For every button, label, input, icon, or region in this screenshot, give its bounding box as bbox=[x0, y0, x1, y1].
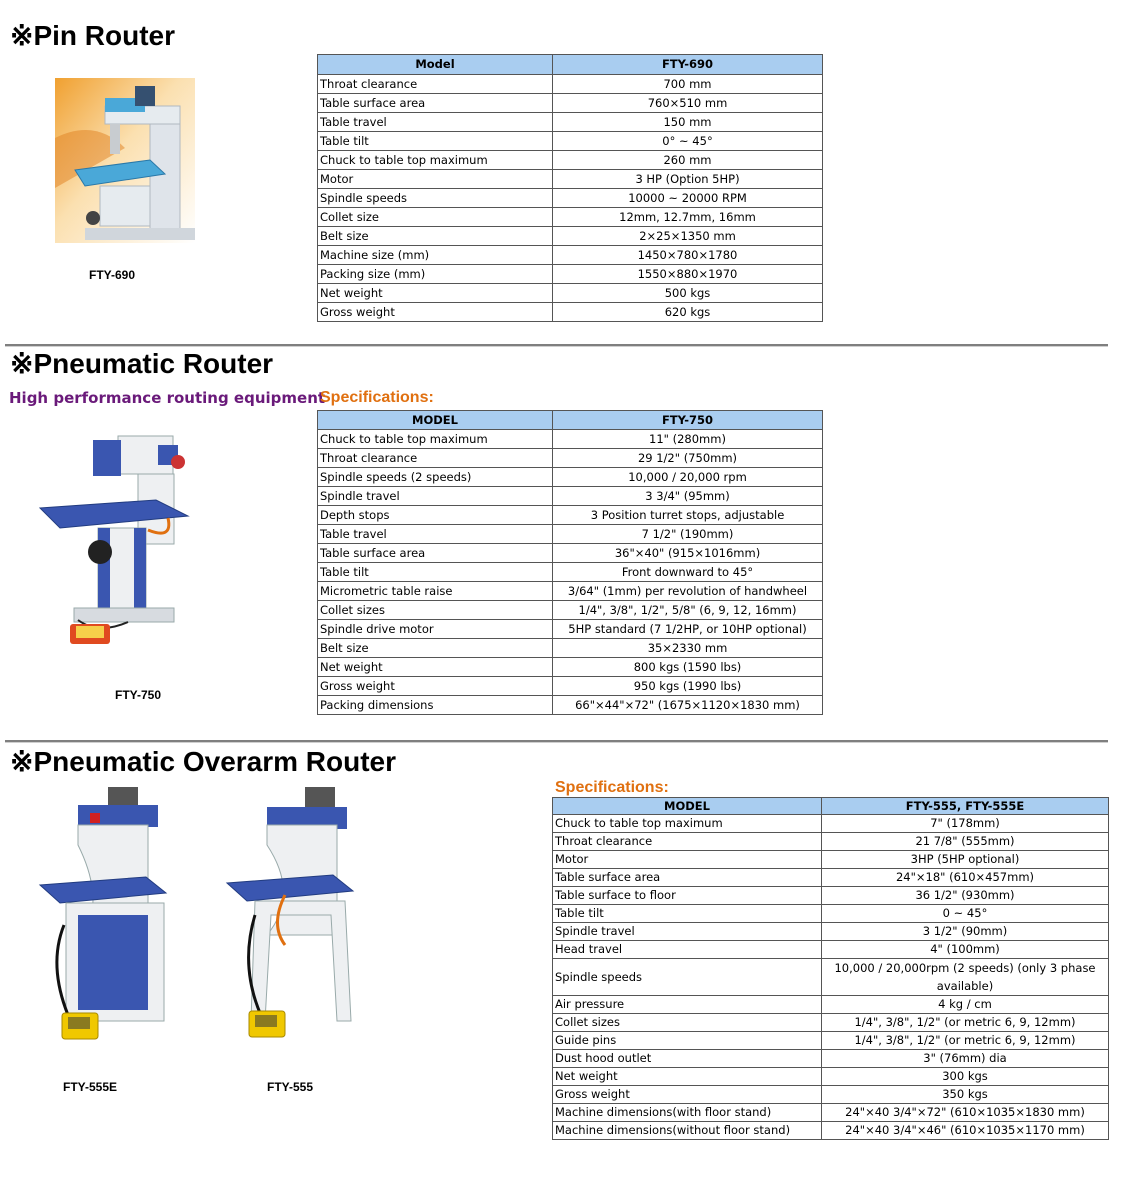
table-row bbox=[553, 941, 1109, 959]
spec-value-cell: 3 3/4" (95mm) bbox=[553, 487, 823, 506]
spec-label-cell: Net weight bbox=[318, 284, 553, 303]
spec-label-cell: Machine dimensions(without floor stand) bbox=[553, 1122, 822, 1140]
spec-value-cell: 0 ~ 45° bbox=[822, 905, 1109, 923]
spec-table-pneumatic-router bbox=[317, 410, 823, 715]
header-model: MODEL bbox=[553, 798, 822, 815]
spec-label-cell: Table tilt bbox=[553, 905, 822, 923]
spec-label-cell: Table surface area bbox=[318, 94, 553, 113]
header-model: Model bbox=[318, 55, 553, 75]
table-row bbox=[553, 887, 1109, 905]
spec-value-cell: 3" (76mm) dia bbox=[822, 1050, 1109, 1068]
spec-value-cell: 150 mm bbox=[553, 113, 823, 132]
spec-value-cell: 24"×40 3/4"×46" (610×1035×1170 mm) bbox=[822, 1122, 1109, 1140]
table-header-row bbox=[553, 798, 1109, 815]
spec-value-cell: 10,000 / 20,000rpm (2 speeds) (only 3 phase available) bbox=[822, 959, 1109, 996]
spec-value-cell: 24"×18" (610×457mm) bbox=[822, 869, 1109, 887]
overarm-router-fty-555e-photo bbox=[38, 785, 168, 1050]
spec-label-cell: Spindle travel bbox=[553, 923, 822, 941]
spec-value-cell: 760×510 mm bbox=[553, 94, 823, 113]
table-row bbox=[318, 430, 823, 449]
caption-fty-555e: FTY-555E bbox=[62, 1080, 118, 1094]
spec-label-cell: Gross weight bbox=[318, 303, 553, 322]
spec-value-cell: 3HP (5HP optional) bbox=[822, 851, 1109, 869]
spec-label-cell: Throat clearance bbox=[553, 833, 822, 851]
table-row bbox=[318, 487, 823, 506]
header-fty-750: FTY-750 bbox=[553, 411, 823, 430]
spec-value-cell: 3 Position turret stops, adjustable bbox=[553, 506, 823, 525]
table-row bbox=[553, 1068, 1109, 1086]
spec-value-cell: 35×2330 mm bbox=[553, 639, 823, 658]
spec-value-cell: 500 kgs bbox=[553, 284, 823, 303]
table-row bbox=[553, 815, 1109, 833]
spec-label-cell: Gross weight bbox=[553, 1086, 822, 1104]
spec-value-cell: 7" (178mm) bbox=[822, 815, 1109, 833]
table-row bbox=[318, 170, 823, 189]
spec-label-cell: Throat clearance bbox=[318, 75, 553, 94]
table-row bbox=[318, 582, 823, 601]
spec-label-cell: Net weight bbox=[318, 658, 553, 677]
table-row bbox=[318, 227, 823, 246]
spec-label-cell: Net weight bbox=[553, 1068, 822, 1086]
spec-value-cell: 1/4", 3/8", 1/2", 5/8" (6, 9, 12, 16mm) bbox=[553, 601, 823, 620]
spec-value-cell: 700 mm bbox=[553, 75, 823, 94]
spec-label-cell: Spindle drive motor bbox=[318, 620, 553, 639]
table-row bbox=[318, 151, 823, 170]
table-row bbox=[553, 1014, 1109, 1032]
table-row bbox=[318, 449, 823, 468]
table-row bbox=[318, 696, 823, 715]
spec-label-cell: Spindle speeds bbox=[553, 959, 822, 996]
spec-value-cell: 950 kgs (1990 lbs) bbox=[553, 677, 823, 696]
table-row bbox=[318, 601, 823, 620]
spec-label-cell: Guide pins bbox=[553, 1032, 822, 1050]
spec-label-cell: Motor bbox=[553, 851, 822, 869]
table-row bbox=[553, 959, 1109, 996]
table-row bbox=[553, 1104, 1109, 1122]
spec-value-cell: Front downward to 45° bbox=[553, 563, 823, 582]
table-row bbox=[318, 284, 823, 303]
spec-value-cell: 36 1/2" (930mm) bbox=[822, 887, 1109, 905]
table-row bbox=[318, 563, 823, 582]
spec-table-pin-router bbox=[317, 54, 823, 322]
table-row bbox=[318, 132, 823, 151]
spec-label-cell: Spindle speeds (2 speeds) bbox=[318, 468, 553, 487]
table-row bbox=[318, 658, 823, 677]
specifications-label: Specifications: bbox=[320, 389, 434, 406]
spec-label-cell: Table travel bbox=[318, 113, 553, 132]
table-row bbox=[318, 620, 823, 639]
spec-value-cell: 800 kgs (1590 lbs) bbox=[553, 658, 823, 677]
spec-label-cell: Spindle speeds bbox=[318, 189, 553, 208]
table-row bbox=[318, 468, 823, 487]
spec-label-cell: Table travel bbox=[318, 525, 553, 544]
table-row bbox=[553, 905, 1109, 923]
spec-label-cell: Table surface area bbox=[318, 544, 553, 563]
spec-label-cell: Micrometric table raise bbox=[318, 582, 553, 601]
table-row bbox=[553, 923, 1109, 941]
spec-value-cell: 300 kgs bbox=[822, 1068, 1109, 1086]
table-row bbox=[318, 525, 823, 544]
table-row bbox=[318, 639, 823, 658]
spec-label-cell: Packing size (mm) bbox=[318, 265, 553, 284]
spec-value-cell: 1/4", 3/8", 1/2" (or metric 6, 9, 12mm) bbox=[822, 1032, 1109, 1050]
spec-label-cell: Belt size bbox=[318, 227, 553, 246]
table-row bbox=[553, 1086, 1109, 1104]
spec-value-cell: 3/64" (1mm) per revolution of handwheel bbox=[553, 582, 823, 601]
spec-label-cell: Collet sizes bbox=[553, 1014, 822, 1032]
spec-value-cell: 1550×880×1970 bbox=[553, 265, 823, 284]
spec-label-cell: Table tilt bbox=[318, 132, 553, 151]
caption-fty-555: FTY-555 bbox=[266, 1080, 314, 1094]
table-row bbox=[553, 1122, 1109, 1140]
section-divider bbox=[5, 344, 1108, 347]
spec-label-cell: Chuck to table top maximum bbox=[318, 151, 553, 170]
pin-router-photo bbox=[55, 78, 195, 243]
pneumatic-router-photo bbox=[38, 430, 203, 652]
table-header-row bbox=[318, 411, 823, 430]
table-row bbox=[553, 1050, 1109, 1068]
header-model: MODEL bbox=[318, 411, 553, 430]
spec-value-cell: 3 1/2" (90mm) bbox=[822, 923, 1109, 941]
spec-value-cell: 260 mm bbox=[553, 151, 823, 170]
table-header-row bbox=[318, 55, 823, 75]
spec-label-cell: Machine dimensions(with floor stand) bbox=[553, 1104, 822, 1122]
section-title-pneumatic-overarm-router: ※Pneumatic Overarm Router bbox=[10, 746, 397, 777]
spec-value-cell: 66"×44"×72" (1675×1120×1830 mm) bbox=[553, 696, 823, 715]
table-row bbox=[553, 869, 1109, 887]
table-row bbox=[553, 996, 1109, 1014]
caption-fty-690: FTY-690 bbox=[88, 268, 136, 282]
table-row bbox=[553, 833, 1109, 851]
spec-value-cell: 4" (100mm) bbox=[822, 941, 1109, 959]
spec-value-cell: 5HP standard (7 1/2HP, or 10HP optional) bbox=[553, 620, 823, 639]
table-row bbox=[318, 544, 823, 563]
table-row bbox=[553, 1032, 1109, 1050]
spec-value-cell: 10000 ~ 20000 RPM bbox=[553, 189, 823, 208]
spec-value-cell: 0° ~ 45° bbox=[553, 132, 823, 151]
table-row bbox=[318, 208, 823, 227]
spec-table-overarm-router bbox=[552, 797, 1109, 1140]
spec-value-cell: 7 1/2" (190mm) bbox=[553, 525, 823, 544]
caption-fty-750: FTY-750 bbox=[114, 688, 162, 702]
spec-label-cell: Motor bbox=[318, 170, 553, 189]
spec-label-cell: Packing dimensions bbox=[318, 696, 553, 715]
spec-value-cell: 36"×40" (915×1016mm) bbox=[553, 544, 823, 563]
table-row bbox=[318, 506, 823, 525]
table-row bbox=[318, 113, 823, 132]
spec-value-cell: 4 kg / cm bbox=[822, 996, 1109, 1014]
spec-label-cell: Collet sizes bbox=[318, 601, 553, 620]
spec-value-cell: 2×25×1350 mm bbox=[553, 227, 823, 246]
spec-label-cell: Dust hood outlet bbox=[553, 1050, 822, 1068]
table-row bbox=[318, 189, 823, 208]
spec-label-cell: Table tilt bbox=[318, 563, 553, 582]
section-title-pin-router: ※Pin Router bbox=[10, 20, 176, 51]
tagline: High performance routing equipment bbox=[9, 389, 326, 407]
spec-value-cell: 10,000 / 20,000 rpm bbox=[553, 468, 823, 487]
spec-value-cell: 350 kgs bbox=[822, 1086, 1109, 1104]
spec-label-cell: Head travel bbox=[553, 941, 822, 959]
spec-value-cell: 620 kgs bbox=[553, 303, 823, 322]
spec-value-cell: 3 HP (Option 5HP) bbox=[553, 170, 823, 189]
spec-label-cell: Air pressure bbox=[553, 996, 822, 1014]
spec-label-cell: Table surface area bbox=[553, 869, 822, 887]
table-row bbox=[318, 265, 823, 284]
table-row bbox=[318, 94, 823, 113]
spec-label-cell: Spindle travel bbox=[318, 487, 553, 506]
spec-value-cell: 12mm, 12.7mm, 16mm bbox=[553, 208, 823, 227]
spec-label-cell: Throat clearance bbox=[318, 449, 553, 468]
table-row bbox=[318, 677, 823, 696]
spec-value-cell: 11" (280mm) bbox=[553, 430, 823, 449]
table-row bbox=[318, 246, 823, 265]
spec-label-cell: Chuck to table top maximum bbox=[553, 815, 822, 833]
spec-label-cell: Collet size bbox=[318, 208, 553, 227]
overarm-router-fty-555-photo bbox=[225, 785, 355, 1050]
specifications-label: Specifications: bbox=[555, 779, 669, 796]
spec-value-cell: 1/4", 3/8", 1/2" (or metric 6, 9, 12mm) bbox=[822, 1014, 1109, 1032]
spec-value-cell: 21 7/8" (555mm) bbox=[822, 833, 1109, 851]
spec-label-cell: Machine size (mm) bbox=[318, 246, 553, 265]
spec-value-cell: 24"×40 3/4"×72" (610×1035×1830 mm) bbox=[822, 1104, 1109, 1122]
spec-label-cell: Gross weight bbox=[318, 677, 553, 696]
table-row bbox=[553, 851, 1109, 869]
header-fty-555-555e: FTY-555, FTY-555E bbox=[822, 798, 1109, 815]
spec-value-cell: 29 1/2" (750mm) bbox=[553, 449, 823, 468]
spec-label-cell: Chuck to table top maximum bbox=[318, 430, 553, 449]
section-title-pneumatic-router: ※Pneumatic Router bbox=[10, 348, 274, 379]
spec-label-cell: Depth stops bbox=[318, 506, 553, 525]
spec-label-cell: Table surface to floor bbox=[553, 887, 822, 905]
spec-value-cell: 1450×780×1780 bbox=[553, 246, 823, 265]
header-fty-690: FTY-690 bbox=[553, 55, 823, 75]
table-row bbox=[318, 75, 823, 94]
table-row bbox=[318, 303, 823, 322]
section-divider bbox=[5, 740, 1108, 743]
spec-label-cell: Belt size bbox=[318, 639, 553, 658]
